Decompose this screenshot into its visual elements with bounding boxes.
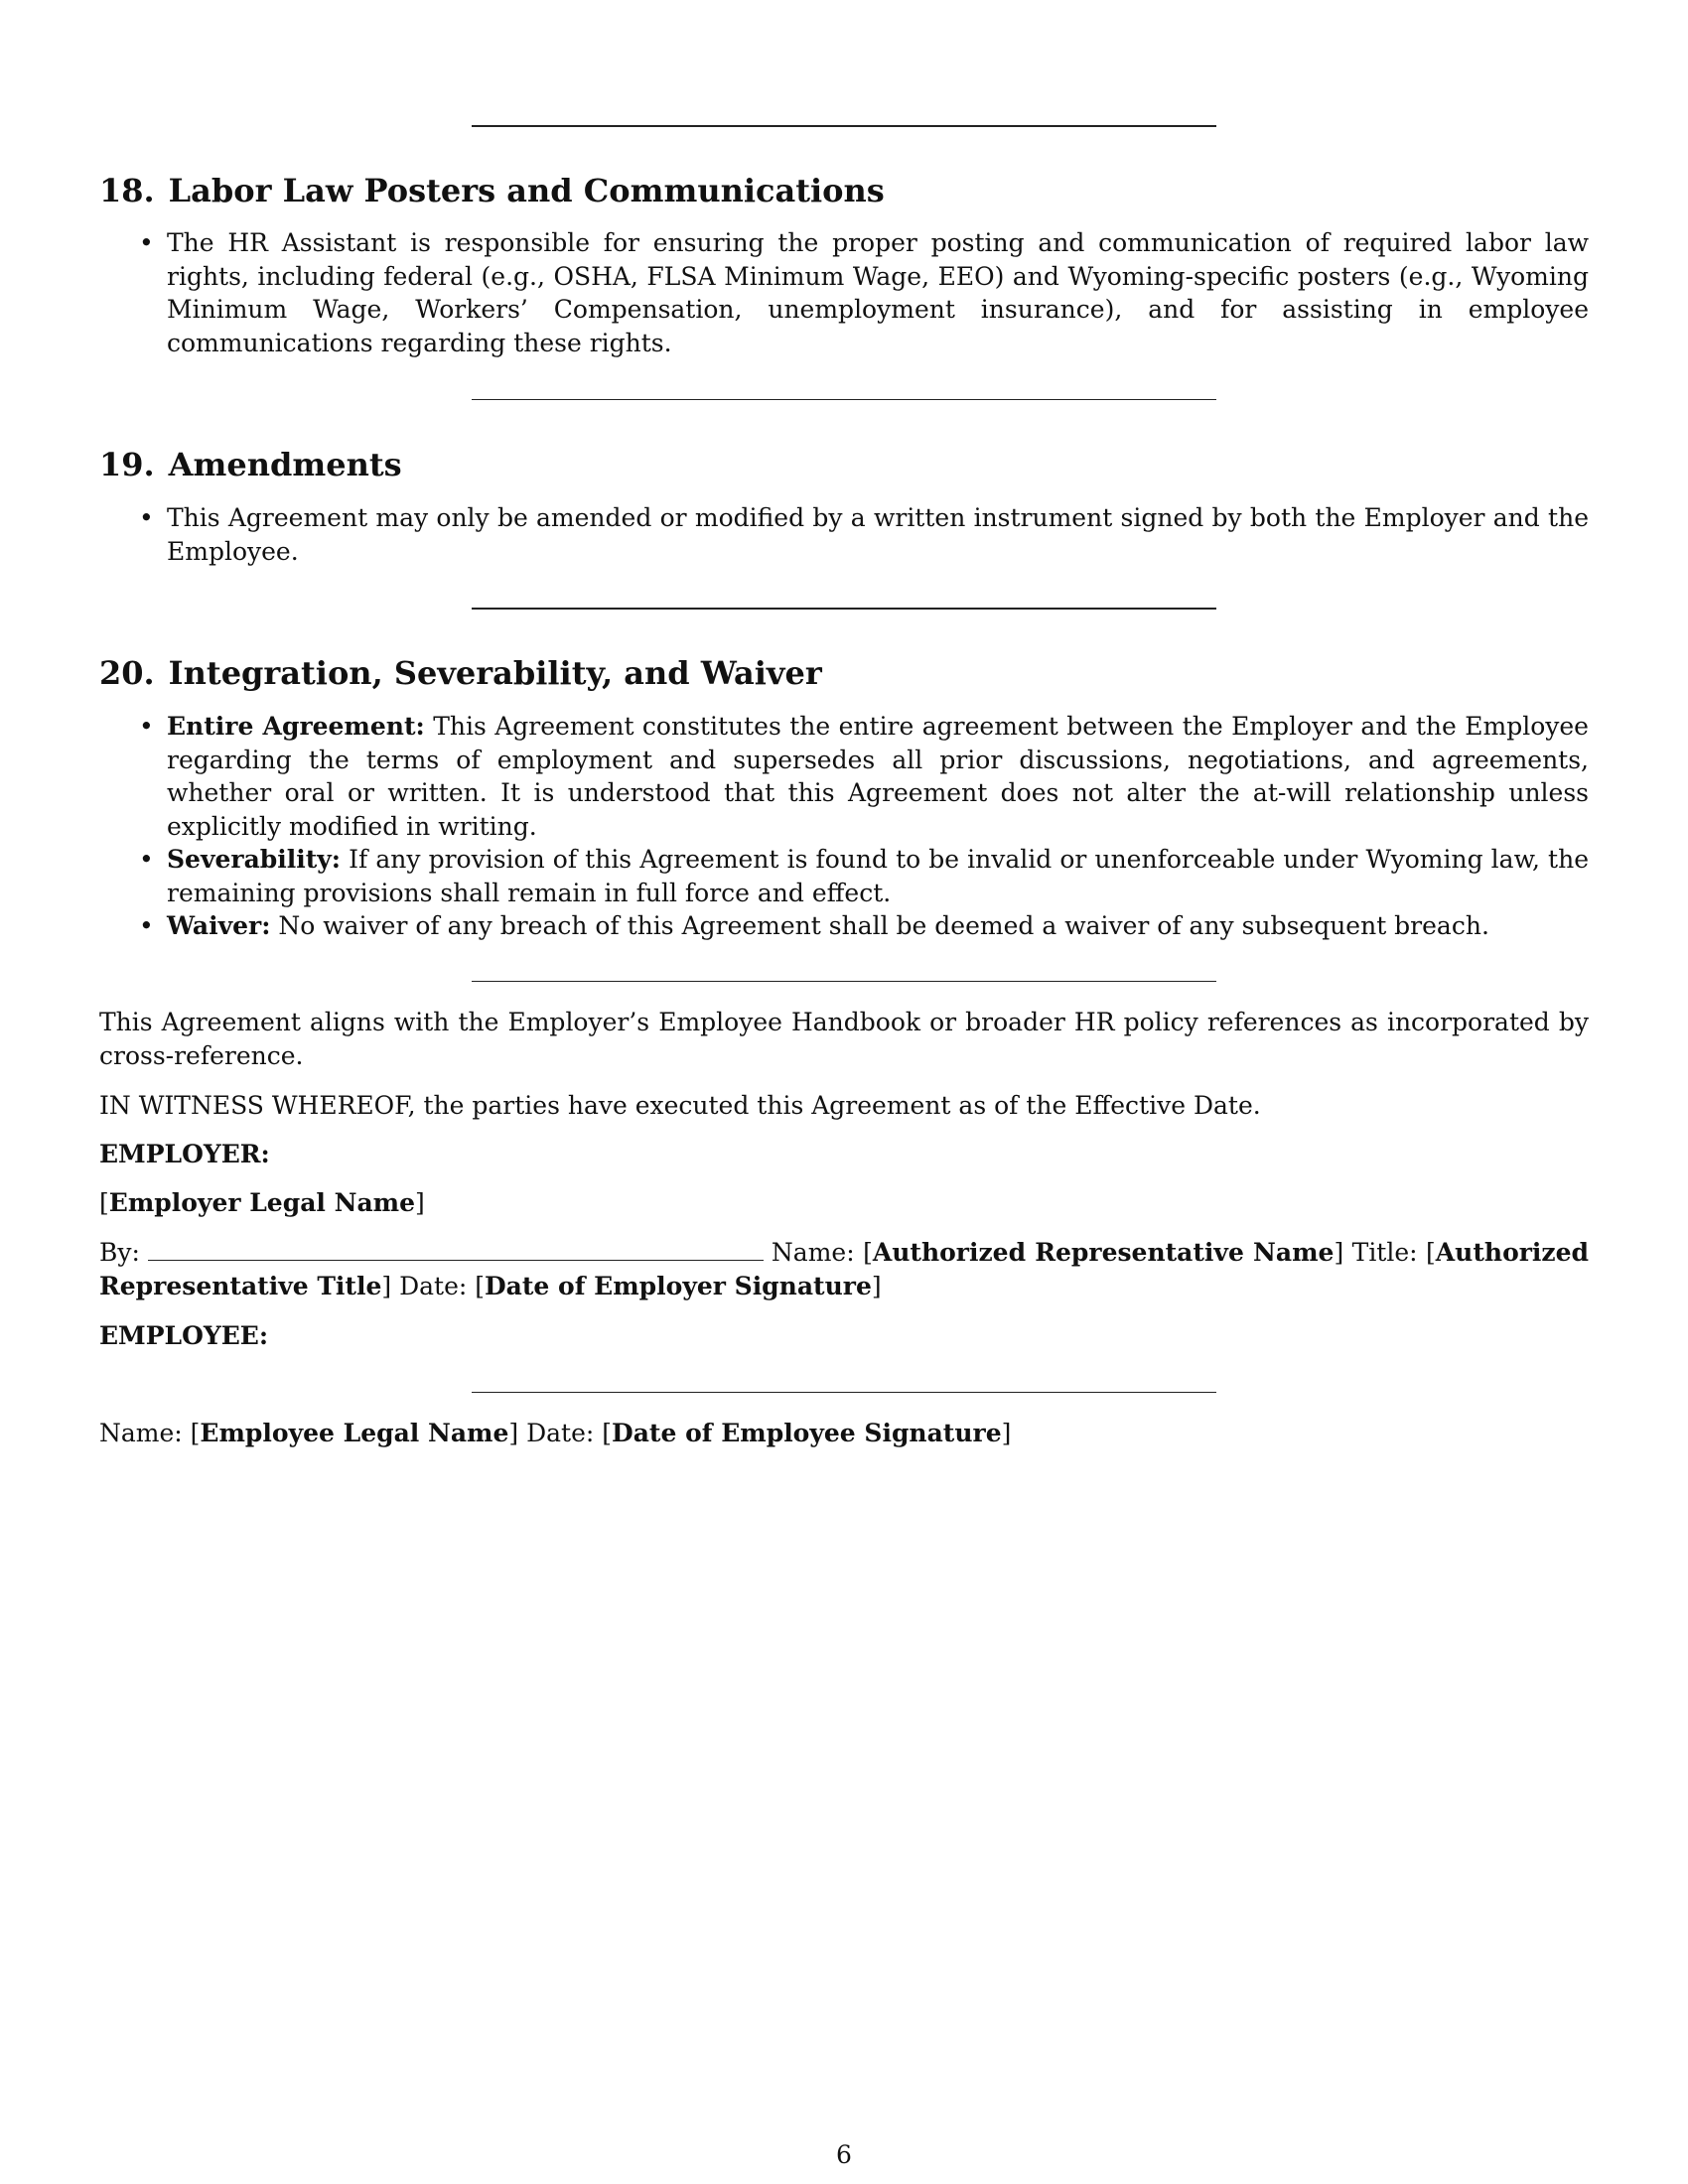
- section-18-list: [99, 226, 1589, 359]
- alignment-paragraph: This Agreement aligns with the Employer’s Employee Handbook or broader HR policy references as incorporated by cross-reference.: [99, 1008, 1589, 1070]
- employer-name-line: [Employer Legal Name]: [99, 1188, 425, 1217]
- employee-signature-block: Name: [Employee Legal Name] Date: [Date of Employee Signature]: [99, 1419, 1012, 1447]
- list-item: • The HR Assistant is responsible for ensuring the proper posting and communication of required labor law rights, including federal (e.g., OSHA, FLSA Minimum Wage, EEO) and Wyoming-specific posters (e.g., Wyoming Minimum Wage, Workers’ Compensation, unemployment insurance), and for assisting in employee communications regarding these rights.: [167, 226, 1589, 359]
- section-divider: [472, 125, 1216, 127]
- section-divider: [472, 399, 1216, 400]
- employer-signature-block: By: Name: [Authorized Representative Name] Title: [Authorized Representative Title] Date: [Date of Employer Signature]: [99, 1238, 1589, 1300]
- section-18-heading: 18. Labor Law Posters and Communications: [99, 172, 885, 209]
- section-divider: [472, 981, 1216, 982]
- list-item: • Severability: If any provision of this Agreement is found to be invalid or unenforceable under Wyoming law, the remaining provisions shall remain in full force and effect.: [167, 843, 1589, 909]
- section-19-list: [99, 501, 1589, 568]
- employer-heading: EMPLOYER:: [99, 1140, 270, 1168]
- list-item: • Waiver: No waiver of any breach of this Agreement shall be deemed a waiver of any subsequent breach.: [167, 909, 1589, 943]
- employee-heading: EMPLOYEE:: [99, 1321, 269, 1350]
- list-item: • Entire Agreement: This Agreement constitutes the entire agreement between the Employer and the Employee regarding the terms of employment and supersedes all prior discussions, negotiations, and agreements, whether oral or written. It is understood that this Agreement does not alter the at-will relationship unless explicitly modified in writing.: [167, 710, 1589, 843]
- employer-signature-line: [148, 1238, 764, 1261]
- witness-paragraph: IN WITNESS WHEREOF, the parties have executed this Agreement as of the Effective Date.: [99, 1091, 1261, 1120]
- employee-signature-line: [472, 1392, 1216, 1393]
- section-20-list: [99, 710, 1589, 943]
- section-20-heading: 20. Integration, Severability, and Waiver: [99, 654, 822, 692]
- document-page: [99, 0, 1589, 2184]
- list-item: • This Agreement may only be amended or modified by a written instrument signed by both the Employer and the Employee.: [167, 501, 1589, 568]
- page-number: 6: [836, 2140, 852, 2169]
- section-19-heading: 19. Amendments: [99, 446, 402, 483]
- section-divider: [472, 608, 1216, 610]
